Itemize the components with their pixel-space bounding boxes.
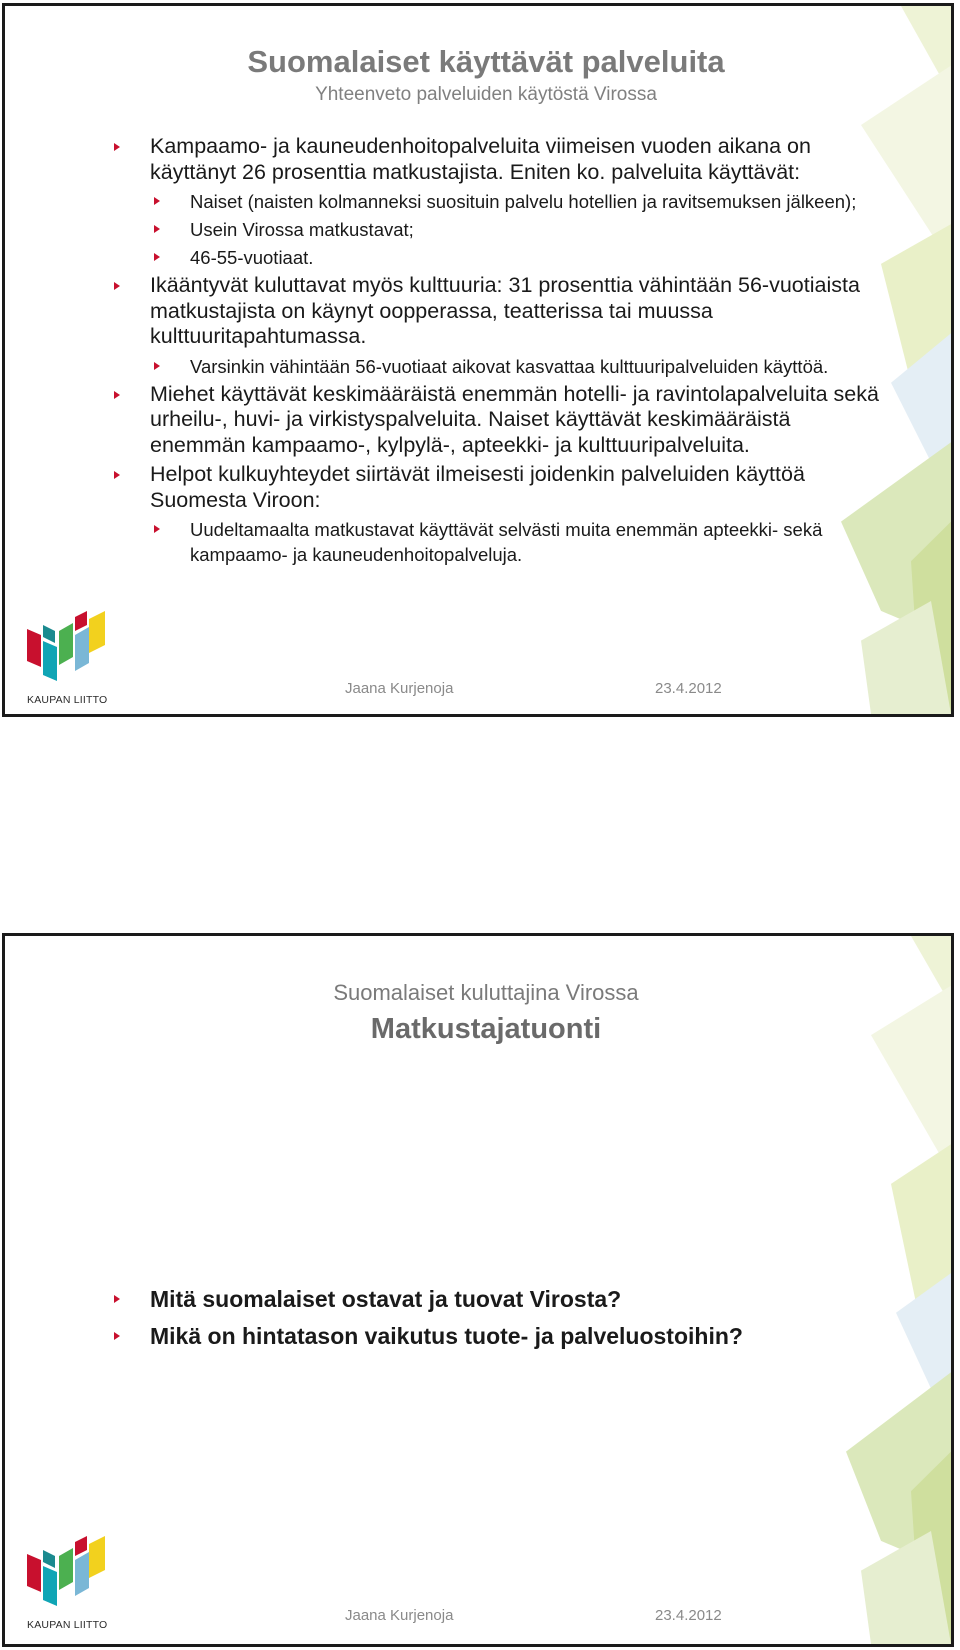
bullet-text: Kampaamo- ja kauneudenhoitopalveluita viimeisen vuoden aikana on käyttänyt 26 prosenttia matkustajista. Eniten ko. palveluita käyttävät: (150, 134, 811, 184)
slide-1 (2, 3, 954, 717)
bullet-item (110, 462, 890, 513)
bullet-arrow-icon (154, 525, 160, 533)
footer-date: 23.4.2012 (655, 680, 722, 697)
bullet-arrow-icon (114, 391, 120, 399)
slide-subtitle: Suomalaiset kuluttajina Virossa (333, 980, 639, 1005)
bullet-list (110, 1284, 890, 1358)
bullet-arrow-icon (154, 253, 160, 261)
slide-subtitle: Yhteenveto palveluiden käytöstä Virossa (315, 84, 657, 105)
sub-bullet-text: 46-55-vuotiaat. (190, 247, 314, 268)
logo-text: KAUPAN LIITTO (27, 1619, 108, 1631)
footer-author: Jaana Kurjenoja (345, 680, 454, 697)
sub-bullet-item (110, 354, 890, 379)
bullet-item (110, 1321, 890, 1351)
sub-bullet-text: Naiset (naisten kolmanneksi suosituin palvelu hotellien ja ravitsemuksen jälkeen); (190, 191, 857, 212)
kaupan-liitto-logo (27, 611, 117, 716)
sub-bullet-text: Usein Virossa matkustavat; (190, 219, 414, 240)
bullet-text: Miehet käyttävät keskimääräistä enemmän hotelli- ja ravintolapalveluita sekä urheilu-, huvi- ja virkistyspalveluita. Naiset käyttävät keskimääräistä enemmän kampaamo-, kylpylä-, apteekki- ja kulttuuripalveluita. (150, 381, 879, 457)
slide-2 (2, 933, 954, 1647)
bullet-list (110, 134, 890, 570)
bullet-text: Mitä suomalaiset ostavat ja tuovat Virosta? (150, 1286, 622, 1312)
bullet-item (110, 134, 890, 185)
slide-title: Matkustajatuonti (370, 1013, 602, 1045)
bullet-arrow-icon (154, 362, 160, 370)
bullet-item (110, 382, 890, 459)
footer-author: Jaana Kurjenoja (345, 1607, 454, 1624)
sub-bullet-item (110, 245, 890, 270)
bullet-arrow-icon (114, 143, 120, 151)
sub-bullet-text: Uudeltamaalta matkustavat käyttävät selvästi muita enemmän apteekki- sekä kampaamo- ja kauneudenhoitopalveluja. (190, 519, 823, 565)
bullet-item (110, 1284, 890, 1314)
bullet-text: Mikä on hintatason vaikutus tuote- ja palveluostoihin? (150, 1323, 743, 1349)
logo-mark-icon (27, 611, 117, 691)
bullet-arrow-icon (154, 197, 160, 205)
logo-text: KAUPAN LIITTO (27, 694, 108, 706)
sub-bullet-item (110, 517, 890, 567)
bullet-arrow-icon (114, 1332, 120, 1340)
bullet-text: Ikääntyvät kuluttavat myös kulttuuria: 31 prosenttia vähintään 56-vuotiaista matkustajista on käynyt oopperassa, teatterissa tai muussa kulttuuritapahtumassa. (150, 273, 860, 348)
kaupan-liitto-logo (27, 1536, 117, 1641)
bullet-arrow-icon (114, 282, 120, 290)
sub-bullet-item (110, 189, 890, 214)
footer-date: 23.4.2012 (655, 1607, 722, 1624)
bullet-arrow-icon (114, 1295, 120, 1303)
bullet-text: Helpot kulkuyhteydet siirtävät ilmeisesti joidenkin palveluiden käyttöä Suomesta Viroon: (150, 462, 805, 512)
bullet-item (110, 273, 890, 350)
sub-bullet-item (110, 217, 890, 242)
bullet-arrow-icon (154, 225, 160, 233)
slide-title: Suomalaiset käyttävät palveluita (247, 44, 725, 79)
logo-mark-icon (27, 1536, 117, 1616)
sub-bullet-text: Varsinkin vähintään 56-vuotiaat aikovat kasvattaa kulttuuripalveluiden käyttöä. (190, 355, 829, 377)
bullet-arrow-icon (114, 471, 120, 479)
